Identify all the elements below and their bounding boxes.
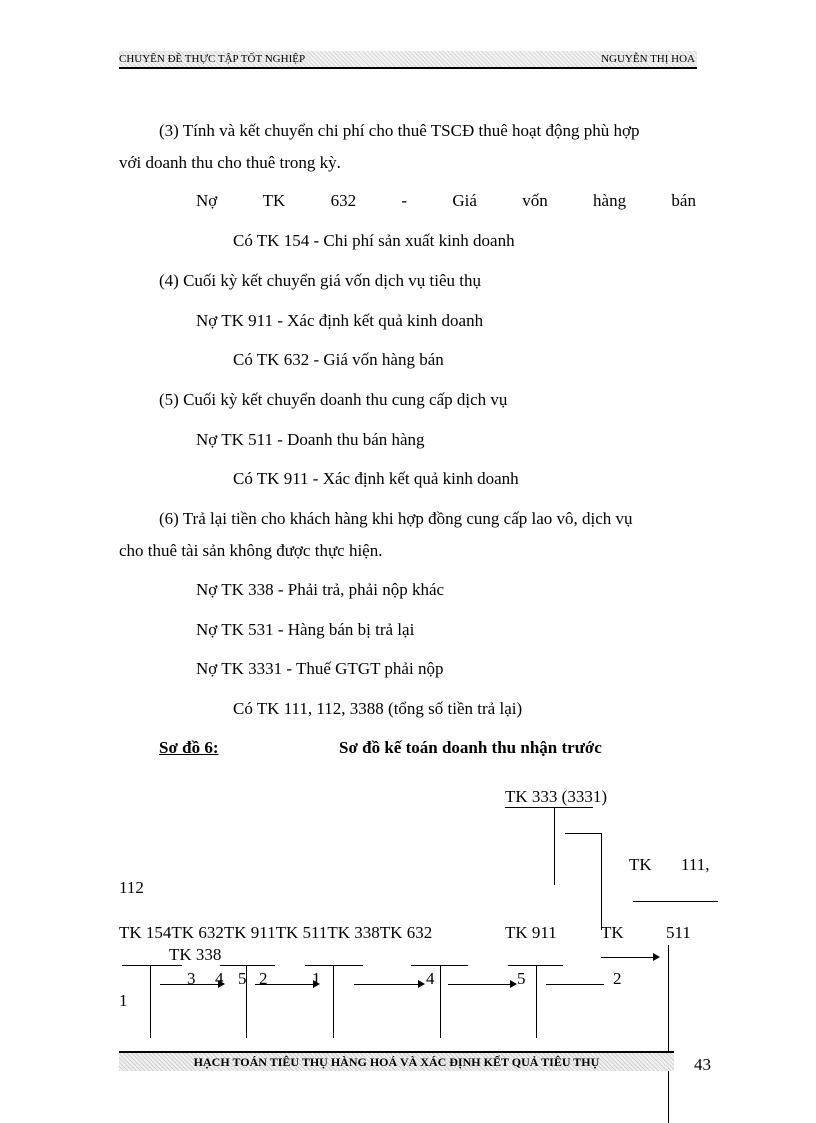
diagram-label: Sơ đồ 6: (159, 738, 219, 757)
arrow-line-5 (546, 984, 604, 985)
tk-511-label-b: 511 (666, 923, 691, 942)
t-account-stem-5 (536, 965, 537, 1038)
tk-3331-label: TK 333 (3331) (505, 787, 607, 806)
flow-num-4a: 4 (215, 969, 224, 988)
t-account-stem-3 (333, 965, 334, 1038)
t-account-stem-1 (150, 965, 151, 1038)
entry-no-632-word: Nợ (196, 191, 218, 210)
connector-h1 (565, 833, 602, 834)
entry-no-632-word: bán (671, 191, 696, 210)
flow-num-2b: 2 (613, 969, 622, 988)
para-6-line2: cho thuê tài sản không được thực hiện. (119, 541, 383, 560)
tk-338-label: TK 338 (169, 945, 222, 964)
tk-3331-rule (505, 807, 593, 808)
t-account-stem-4 (440, 965, 441, 1038)
page-header (119, 51, 697, 67)
flow-num-1a: 1 (312, 969, 321, 988)
entry-co-911: Có TK 911 - Xác định kết quả kinh doanh (233, 469, 519, 488)
tk-511-label-a: TK (601, 923, 624, 942)
entry-no-632-word: hàng (593, 191, 627, 210)
arrow-head-511 (653, 953, 660, 961)
header-right: NGUYỄN THỊ HOA (601, 53, 695, 65)
t-account-rule-2 (220, 965, 275, 966)
entry-no-338: Nợ TK 338 - Phải trả, phải nộp khác (196, 580, 445, 599)
entry-no-3331: Nợ TK 3331 - Thuế GTGT phải nộp (196, 659, 444, 678)
tk-911-label: TK 911 (505, 923, 557, 942)
entry-no-632-word: vốn (522, 191, 548, 210)
tk-3331-stem (554, 807, 555, 885)
t-account-rule-3 (305, 965, 363, 966)
entry-no-632-word: - (401, 191, 408, 210)
tk-111-rule (633, 901, 718, 902)
entry-no-632-word: Giá (452, 191, 477, 210)
t-account-rule-1 (122, 965, 182, 966)
header-rule (119, 67, 697, 69)
entry-co-111: Có TK 111, 112, 3388 (tổng số tiền trả lại) (233, 699, 523, 718)
arrow-line-4 (448, 984, 510, 985)
para-3-line2: với doanh thu cho thuê trong kỳ. (119, 153, 341, 172)
entry-co-632: Có TK 632 - Giá vốn hàng bán (233, 350, 444, 369)
tk-111-label-b: 111, (681, 855, 710, 874)
tk-111-stem (668, 945, 669, 1123)
arrow-head-3 (418, 980, 425, 988)
entry-no-531: Nợ TK 531 - Hàng bán bị trả lại (196, 620, 415, 639)
arrow-line-3 (354, 984, 418, 985)
arrow-line-511 (601, 957, 653, 958)
arrow-head-4 (510, 980, 517, 988)
entry-no-632-word: 632 (330, 191, 357, 210)
flow-num-5b: 5 (517, 969, 526, 988)
header-left: CHUYÊN ĐỀ THỰC TẬP TỐT NGHIỆP (119, 53, 306, 65)
flow-num-3: 3 (187, 969, 196, 988)
connector-v1 (601, 833, 602, 930)
flow-num-2a: 2 (259, 969, 268, 988)
entry-no-632-word: TK (262, 191, 286, 210)
flow-num-4b: 4 (426, 969, 435, 988)
entry-no-911: Nợ TK 911 - Xác định kết quả kinh doanh (196, 311, 484, 330)
para-3-line1: (3) Tính và kết chuyển chi phí cho thuê TSCĐ thuê hoạt động phù hợp (159, 121, 640, 140)
flow-num-5a: 5 (238, 969, 247, 988)
para-4: (4) Cuối kỳ kết chuyển giá vốn dịch vụ tiêu thụ (159, 271, 481, 290)
diagram-title: Sơ đồ kế toán doanh thu nhận trước (339, 738, 602, 757)
page-footer: HẠCH TOÁN TIÊU THỤ HÀNG HOÁ VÀ XÁC ĐỊNH KẾT QUẢ TIÊU THỤ (119, 1053, 674, 1071)
para-5: (5) Cuối kỳ kết chuyển doanh thu cung cấp dịch vụ (159, 390, 508, 409)
entry-co-154: Có TK 154 - Chi phí sản xuất kinh doanh (233, 231, 515, 250)
tk-111-label-a: TK (629, 855, 652, 874)
flow-num-1b: 1 (119, 991, 128, 1010)
tk-111-label-c: 112 (119, 878, 144, 897)
page-number: 43 (694, 1055, 711, 1074)
para-6-line1: (6) Trả lại tiền cho khách hàng khi hợp đồng cung cấp lao vô, dịch vụ (159, 509, 633, 528)
entry-no-632 (196, 191, 696, 211)
entry-no-511: Nợ TK 511 - Doanh thu bán hàng (196, 430, 425, 449)
tk-row-labels: TK 154TK 632TK 911TK 511TK 338TK 632 (119, 923, 433, 942)
